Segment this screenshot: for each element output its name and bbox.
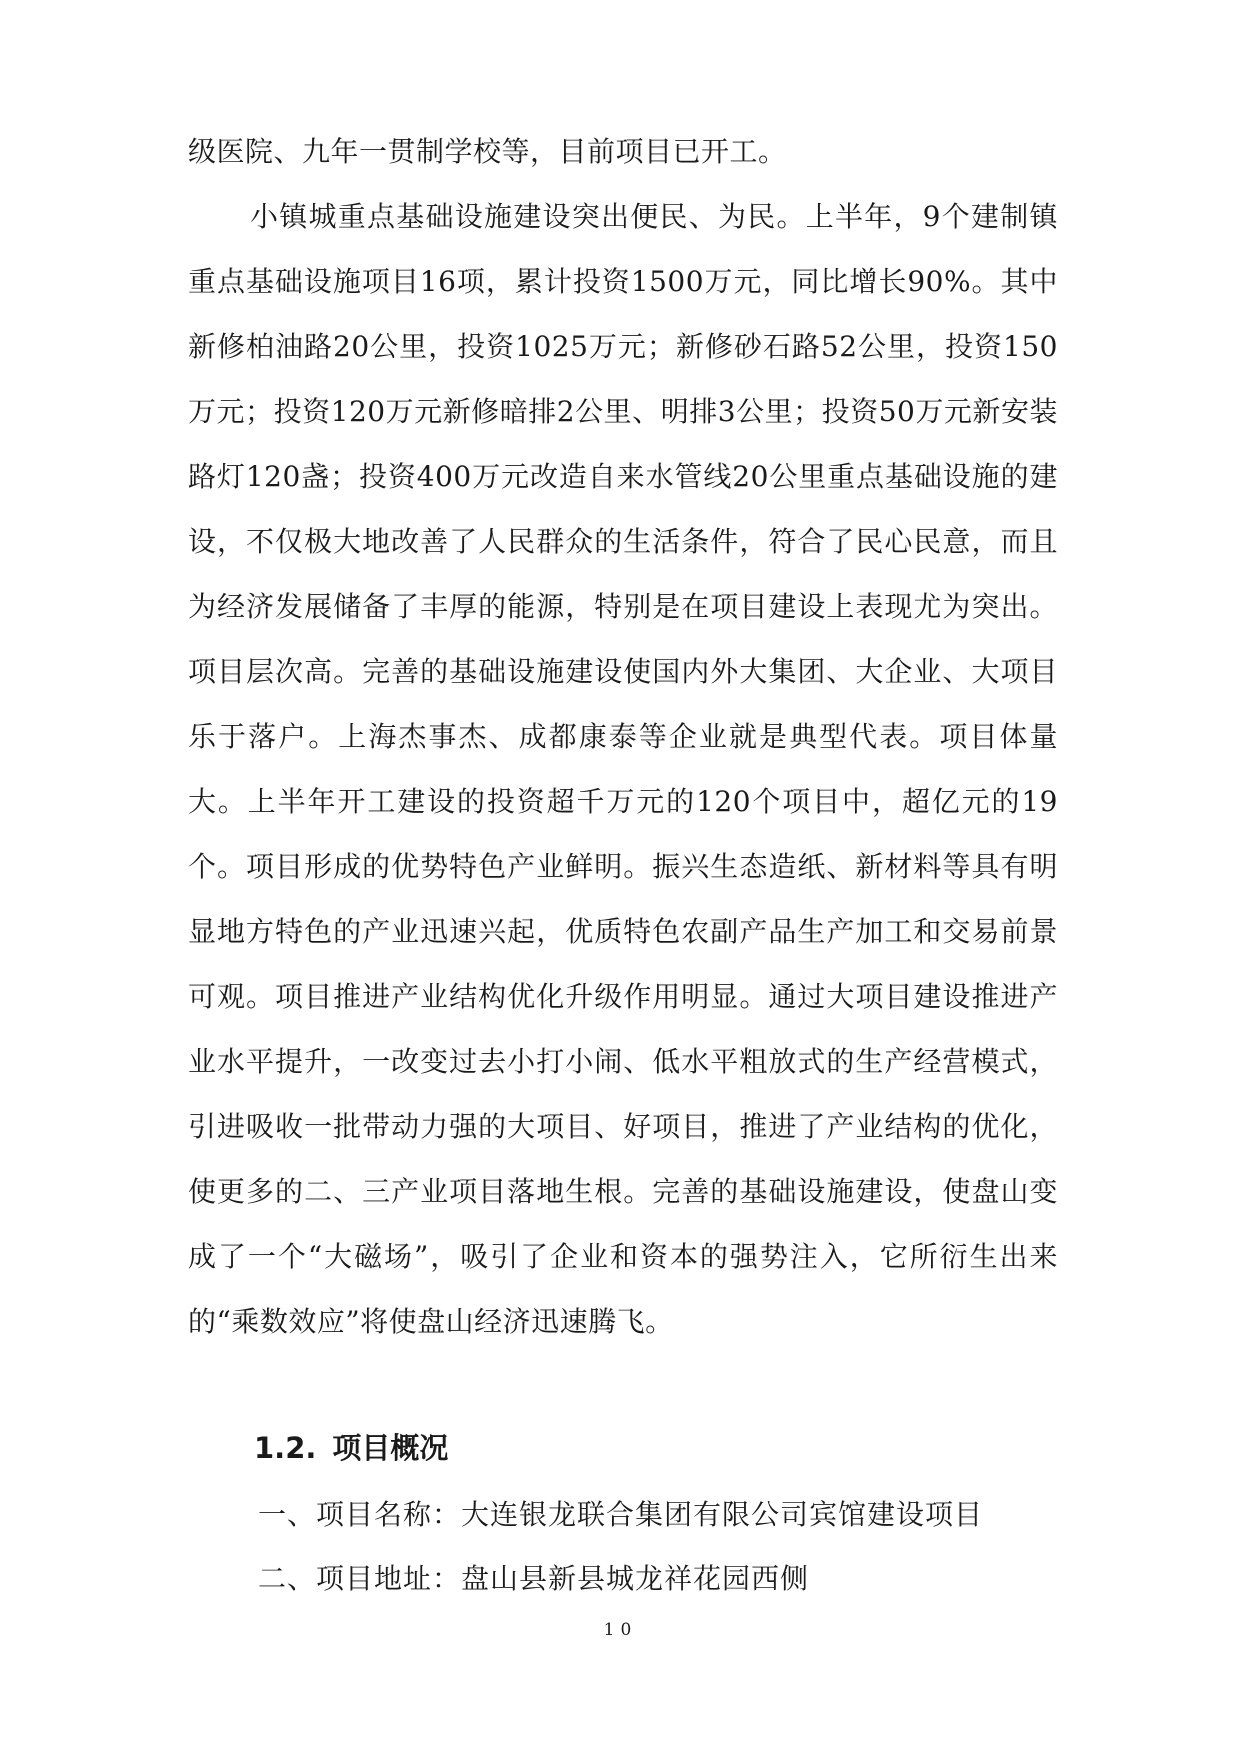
paragraph-continuation: 级医院、九年一贯制学校等，目前项目已开工。 <box>188 135 787 168</box>
body-text <box>188 119 1058 1354</box>
section-heading <box>254 1418 448 1478</box>
page-number: 10 <box>603 1620 638 1640</box>
project-address-line: 二、项目地址：盘山县新县城龙祥花园西侧 <box>258 1562 810 1595</box>
paragraph-infrastructure: 小镇城重点基础设施建设突出便民、为民。上半年，9个建制镇重点基础设施项目16项，累计投资1500万元，同比增长90%。其中新修柏油路20公里，投资1025万元；新修砂石路52公里，投资150万元；投资120万元新修暗排2公里、明排3公里；投资50万元新安装路灯120盏；投资400万元改造自来水管线20公里重点基础设施的建设，不仅极大地改善了人民群众的生活条件，符合了民心民意，而且为经济发展储备了丰厚的能源，特别是在项目建设上表现尤为突出。项目层次高。完善的基础设施建设使国内外大集团、大企业、大项目乐于落户。上海杰事杰、成都康泰等企业就是典型代表。项目体量大。上半年开工建设的投资超千万元的120个项目中，超亿元的19个。项目形成的优势特色产业鲜明。振兴生态造纸、新材料等具有明显地方特色的产业迅速兴起，优质特色农副产品生产加工和交易前景可观。项目推进产业结构优化升级作用明显。通过大项目建设推进产业水平提升，一改变过去小打小闹、低水平粗放式的生产经营模式，引进吸收一批带动力强的大项目、好项目，推进了产业结构的优化，使更多的二、三产业项目落地生根。完善的基础设施建设，使盘山变成了一个“大磁场”，吸引了企业和资本的强势注入，它所衍生出来的“乘数效应”将使盘山经济迅速腾飞。 <box>188 200 1058 1338</box>
section-number: 1.2. <box>254 1431 317 1465</box>
section-title: 项目概况 <box>332 1431 449 1465</box>
project-name-line: 一、项目名称：大连银龙联合集团有限公司宾馆建设项目 <box>258 1498 984 1531</box>
